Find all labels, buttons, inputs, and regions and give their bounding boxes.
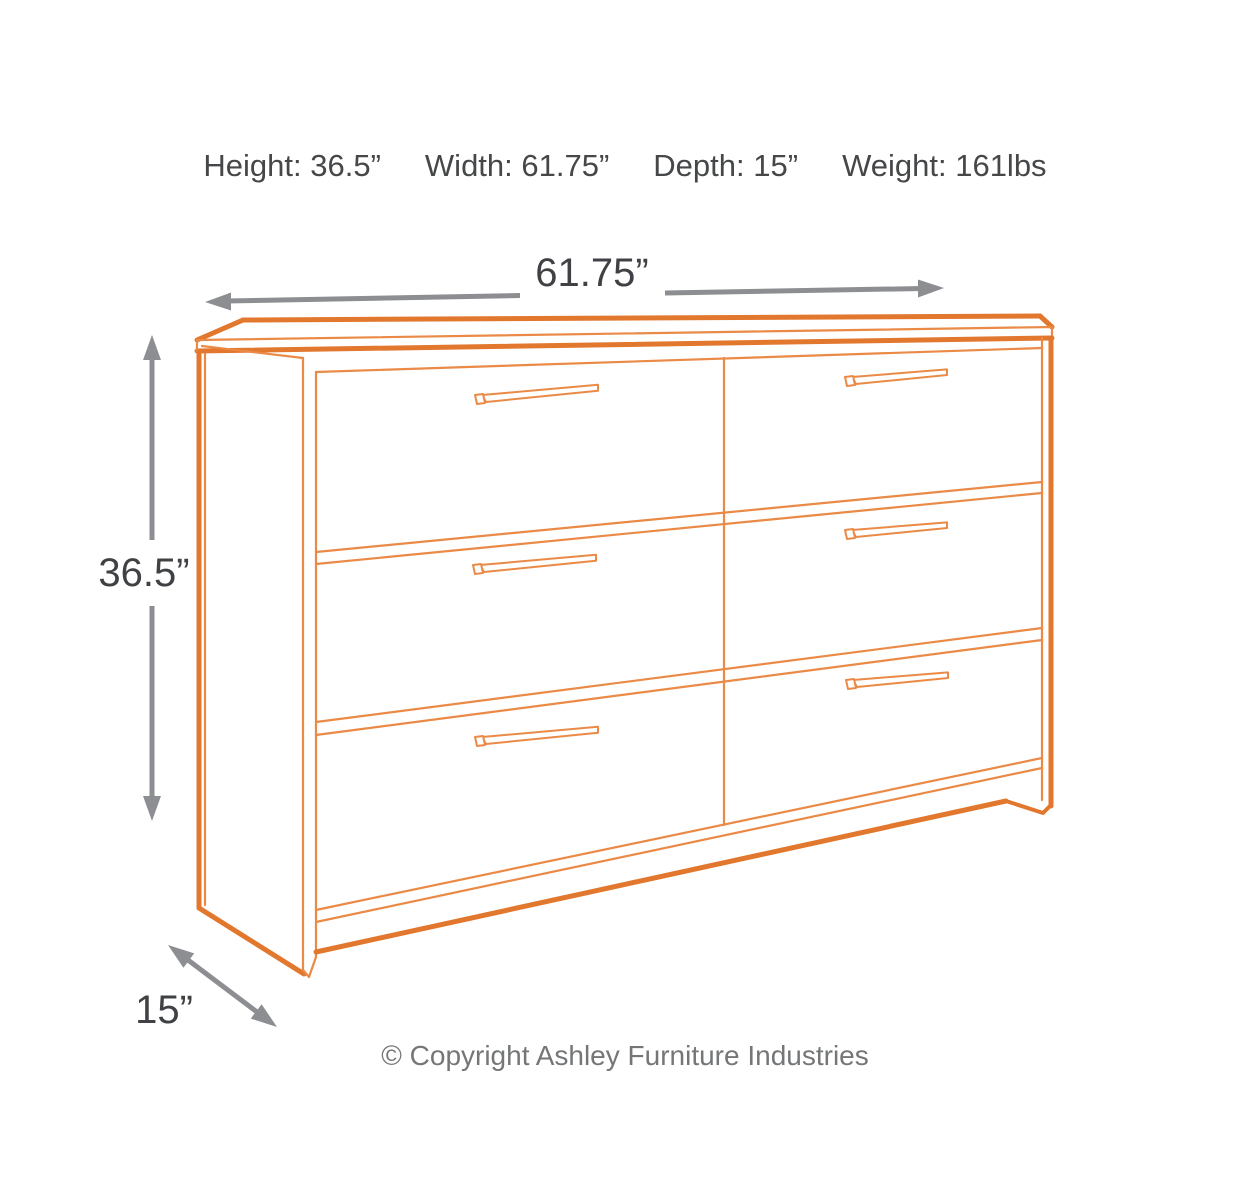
drawer-handles xyxy=(473,369,948,746)
dresser-left-side-panel xyxy=(199,346,316,977)
handle-row2-right xyxy=(845,522,947,539)
handle-row1-right xyxy=(845,369,947,386)
handle-row2-left xyxy=(473,555,596,574)
height-dimension-label: 36.5” xyxy=(98,551,190,595)
dresser-right-edge xyxy=(1006,338,1051,813)
copyright-notice: © Copyright Ashley Furniture Industries xyxy=(381,1040,869,1071)
spec-depth: Depth: 15” xyxy=(653,148,799,183)
spec-weight: Weight: 161lbs xyxy=(842,148,1047,183)
handle-row3-left xyxy=(475,727,598,746)
width-dimension-label: 61.75” xyxy=(535,251,649,295)
dresser-outline xyxy=(197,316,1052,977)
depth-dimension-label: 15” xyxy=(135,988,193,1032)
spec-width: Width: 61.75” xyxy=(424,148,610,183)
dresser-front-face-lines xyxy=(316,348,1042,952)
handle-row1-left xyxy=(475,385,598,404)
spec-height: Height: 36.5” xyxy=(203,148,381,183)
handle-row3-right xyxy=(846,672,948,689)
dimension-arrows xyxy=(98,251,944,1032)
